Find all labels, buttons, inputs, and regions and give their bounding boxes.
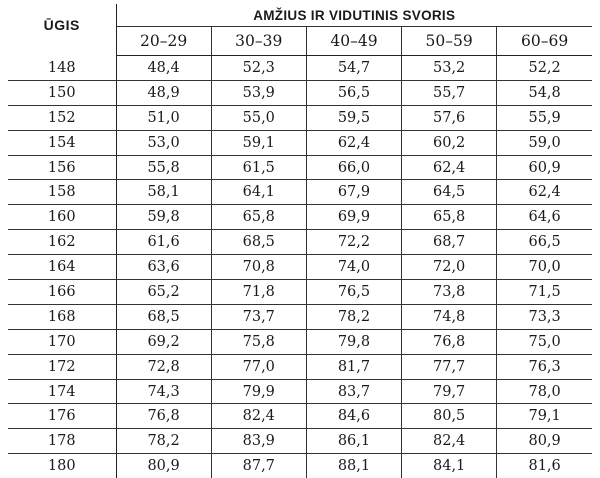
weight-cell: 65,8 [402,205,497,230]
weight-cell: 51,0 [116,105,211,130]
weight-cell: 53,0 [116,130,211,155]
weight-cell: 73,3 [497,304,592,329]
table-row [8,130,592,155]
weight-cell: 84,6 [306,404,401,429]
weight-cell: 66,0 [306,155,401,180]
age-group-header: 30–39 [211,27,306,56]
height-cell: 148 [8,56,116,81]
weight-cell: 48,9 [116,80,211,105]
table-body [8,56,592,478]
weight-cell: 71,8 [211,280,306,305]
weight-cell: 79,9 [211,379,306,404]
weight-cell: 65,2 [116,280,211,305]
weight-cell: 82,4 [211,404,306,429]
weight-cell: 53,9 [211,80,306,105]
weight-cell: 82,4 [402,429,497,454]
weight-cell: 86,1 [306,429,401,454]
weight-cell: 74,3 [116,379,211,404]
weight-cell: 75,0 [497,329,592,354]
table-row [8,404,592,429]
weight-cell: 63,6 [116,255,211,280]
weight-cell: 52,3 [211,56,306,81]
weight-cell: 83,9 [211,429,306,454]
height-cell: 150 [8,80,116,105]
weight-cell: 60,2 [402,130,497,155]
weight-cell: 83,7 [306,379,401,404]
weight-cell: 61,5 [211,155,306,180]
table-row [8,80,592,105]
weight-cell: 76,5 [306,280,401,305]
weight-cell: 76,8 [402,329,497,354]
table-row [8,454,592,478]
weight-cell: 74,8 [402,304,497,329]
weight-cell: 70,0 [497,255,592,280]
height-column-header: ŪGIS [8,4,116,56]
weight-cell: 79,1 [497,404,592,429]
weight-cell: 69,2 [116,329,211,354]
weight-cell: 59,8 [116,205,211,230]
weight-cell: 77,7 [402,354,497,379]
table-row [8,205,592,230]
weight-cell: 53,2 [402,56,497,81]
table-row [8,230,592,255]
weight-cell: 76,3 [497,354,592,379]
weight-cell: 72,0 [402,255,497,280]
weight-cell: 60,9 [497,155,592,180]
weight-cell: 88,1 [306,454,401,478]
weight-cell: 80,9 [497,429,592,454]
height-cell: 162 [8,230,116,255]
weight-cell: 64,1 [211,180,306,205]
weight-cell: 55,7 [402,80,497,105]
age-group-header: 20–29 [116,27,211,56]
table-row [8,180,592,205]
height-cell: 164 [8,255,116,280]
weight-cell: 81,7 [306,354,401,379]
height-cell: 156 [8,155,116,180]
height-cell: 174 [8,379,116,404]
weight-cell: 55,9 [497,105,592,130]
weight-cell: 52,2 [497,56,592,81]
table-row [8,105,592,130]
weight-cell: 62,4 [497,180,592,205]
weight-cell: 65,8 [211,205,306,230]
table-row [8,155,592,180]
height-cell: 152 [8,105,116,130]
height-cell: 168 [8,304,116,329]
weight-cell: 72,2 [306,230,401,255]
weight-cell: 59,0 [497,130,592,155]
table-row [8,379,592,404]
weight-cell: 72,8 [116,354,211,379]
weight-cell: 48,4 [116,56,211,81]
header-row-group [8,4,592,27]
height-cell: 158 [8,180,116,205]
weight-cell: 79,8 [306,329,401,354]
height-cell: 180 [8,454,116,478]
table-row [8,280,592,305]
weight-cell: 71,5 [497,280,592,305]
weight-cell: 80,5 [402,404,497,429]
weight-cell: 78,2 [306,304,401,329]
weight-cell: 68,5 [211,230,306,255]
weight-cell: 55,8 [116,155,211,180]
table-row [8,255,592,280]
weight-cell: 61,6 [116,230,211,255]
weight-cell: 77,0 [211,354,306,379]
weight-cell: 70,8 [211,255,306,280]
height-weight-table [8,4,592,478]
weight-cell: 87,7 [211,454,306,478]
table-row [8,304,592,329]
weight-cell: 59,5 [306,105,401,130]
weight-cell: 54,7 [306,56,401,81]
weight-cell: 73,8 [402,280,497,305]
weight-cell: 80,9 [116,454,211,478]
weight-cell: 67,9 [306,180,401,205]
weight-cell: 74,0 [306,255,401,280]
height-cell: 170 [8,329,116,354]
height-cell: 160 [8,205,116,230]
height-cell: 166 [8,280,116,305]
weight-cell: 75,8 [211,329,306,354]
table-row [8,56,592,81]
weight-cell: 58,1 [116,180,211,205]
height-cell: 176 [8,404,116,429]
weight-cell: 59,1 [211,130,306,155]
weight-cell: 68,5 [116,304,211,329]
weight-cell: 57,6 [402,105,497,130]
weight-cell: 56,5 [306,80,401,105]
height-cell: 172 [8,354,116,379]
weight-cell: 84,1 [402,454,497,478]
age-group-header: 50–59 [402,27,497,56]
weight-cell: 55,0 [211,105,306,130]
weight-cell: 76,8 [116,404,211,429]
height-cell: 154 [8,130,116,155]
table-row [8,429,592,454]
weight-cell: 78,2 [116,429,211,454]
table-row [8,329,592,354]
age-group-header: 40–49 [306,27,401,56]
weight-cell: 62,4 [306,130,401,155]
weight-cell: 69,9 [306,205,401,230]
table-row [8,354,592,379]
weight-cell: 66,5 [497,230,592,255]
weight-cell: 64,5 [402,180,497,205]
weight-cell: 62,4 [402,155,497,180]
age-group-header: 60–69 [497,27,592,56]
height-cell: 178 [8,429,116,454]
weight-cell: 54,8 [497,80,592,105]
weight-cell: 73,7 [211,304,306,329]
age-weight-group-header: AMŽIUS IR VIDUTINIS SVORIS [116,4,592,27]
weight-cell: 64,6 [497,205,592,230]
weight-table-container [8,4,592,478]
weight-cell: 79,7 [402,379,497,404]
table-header [8,4,592,56]
weight-cell: 68,7 [402,230,497,255]
weight-cell: 81,6 [497,454,592,478]
weight-cell: 78,0 [497,379,592,404]
